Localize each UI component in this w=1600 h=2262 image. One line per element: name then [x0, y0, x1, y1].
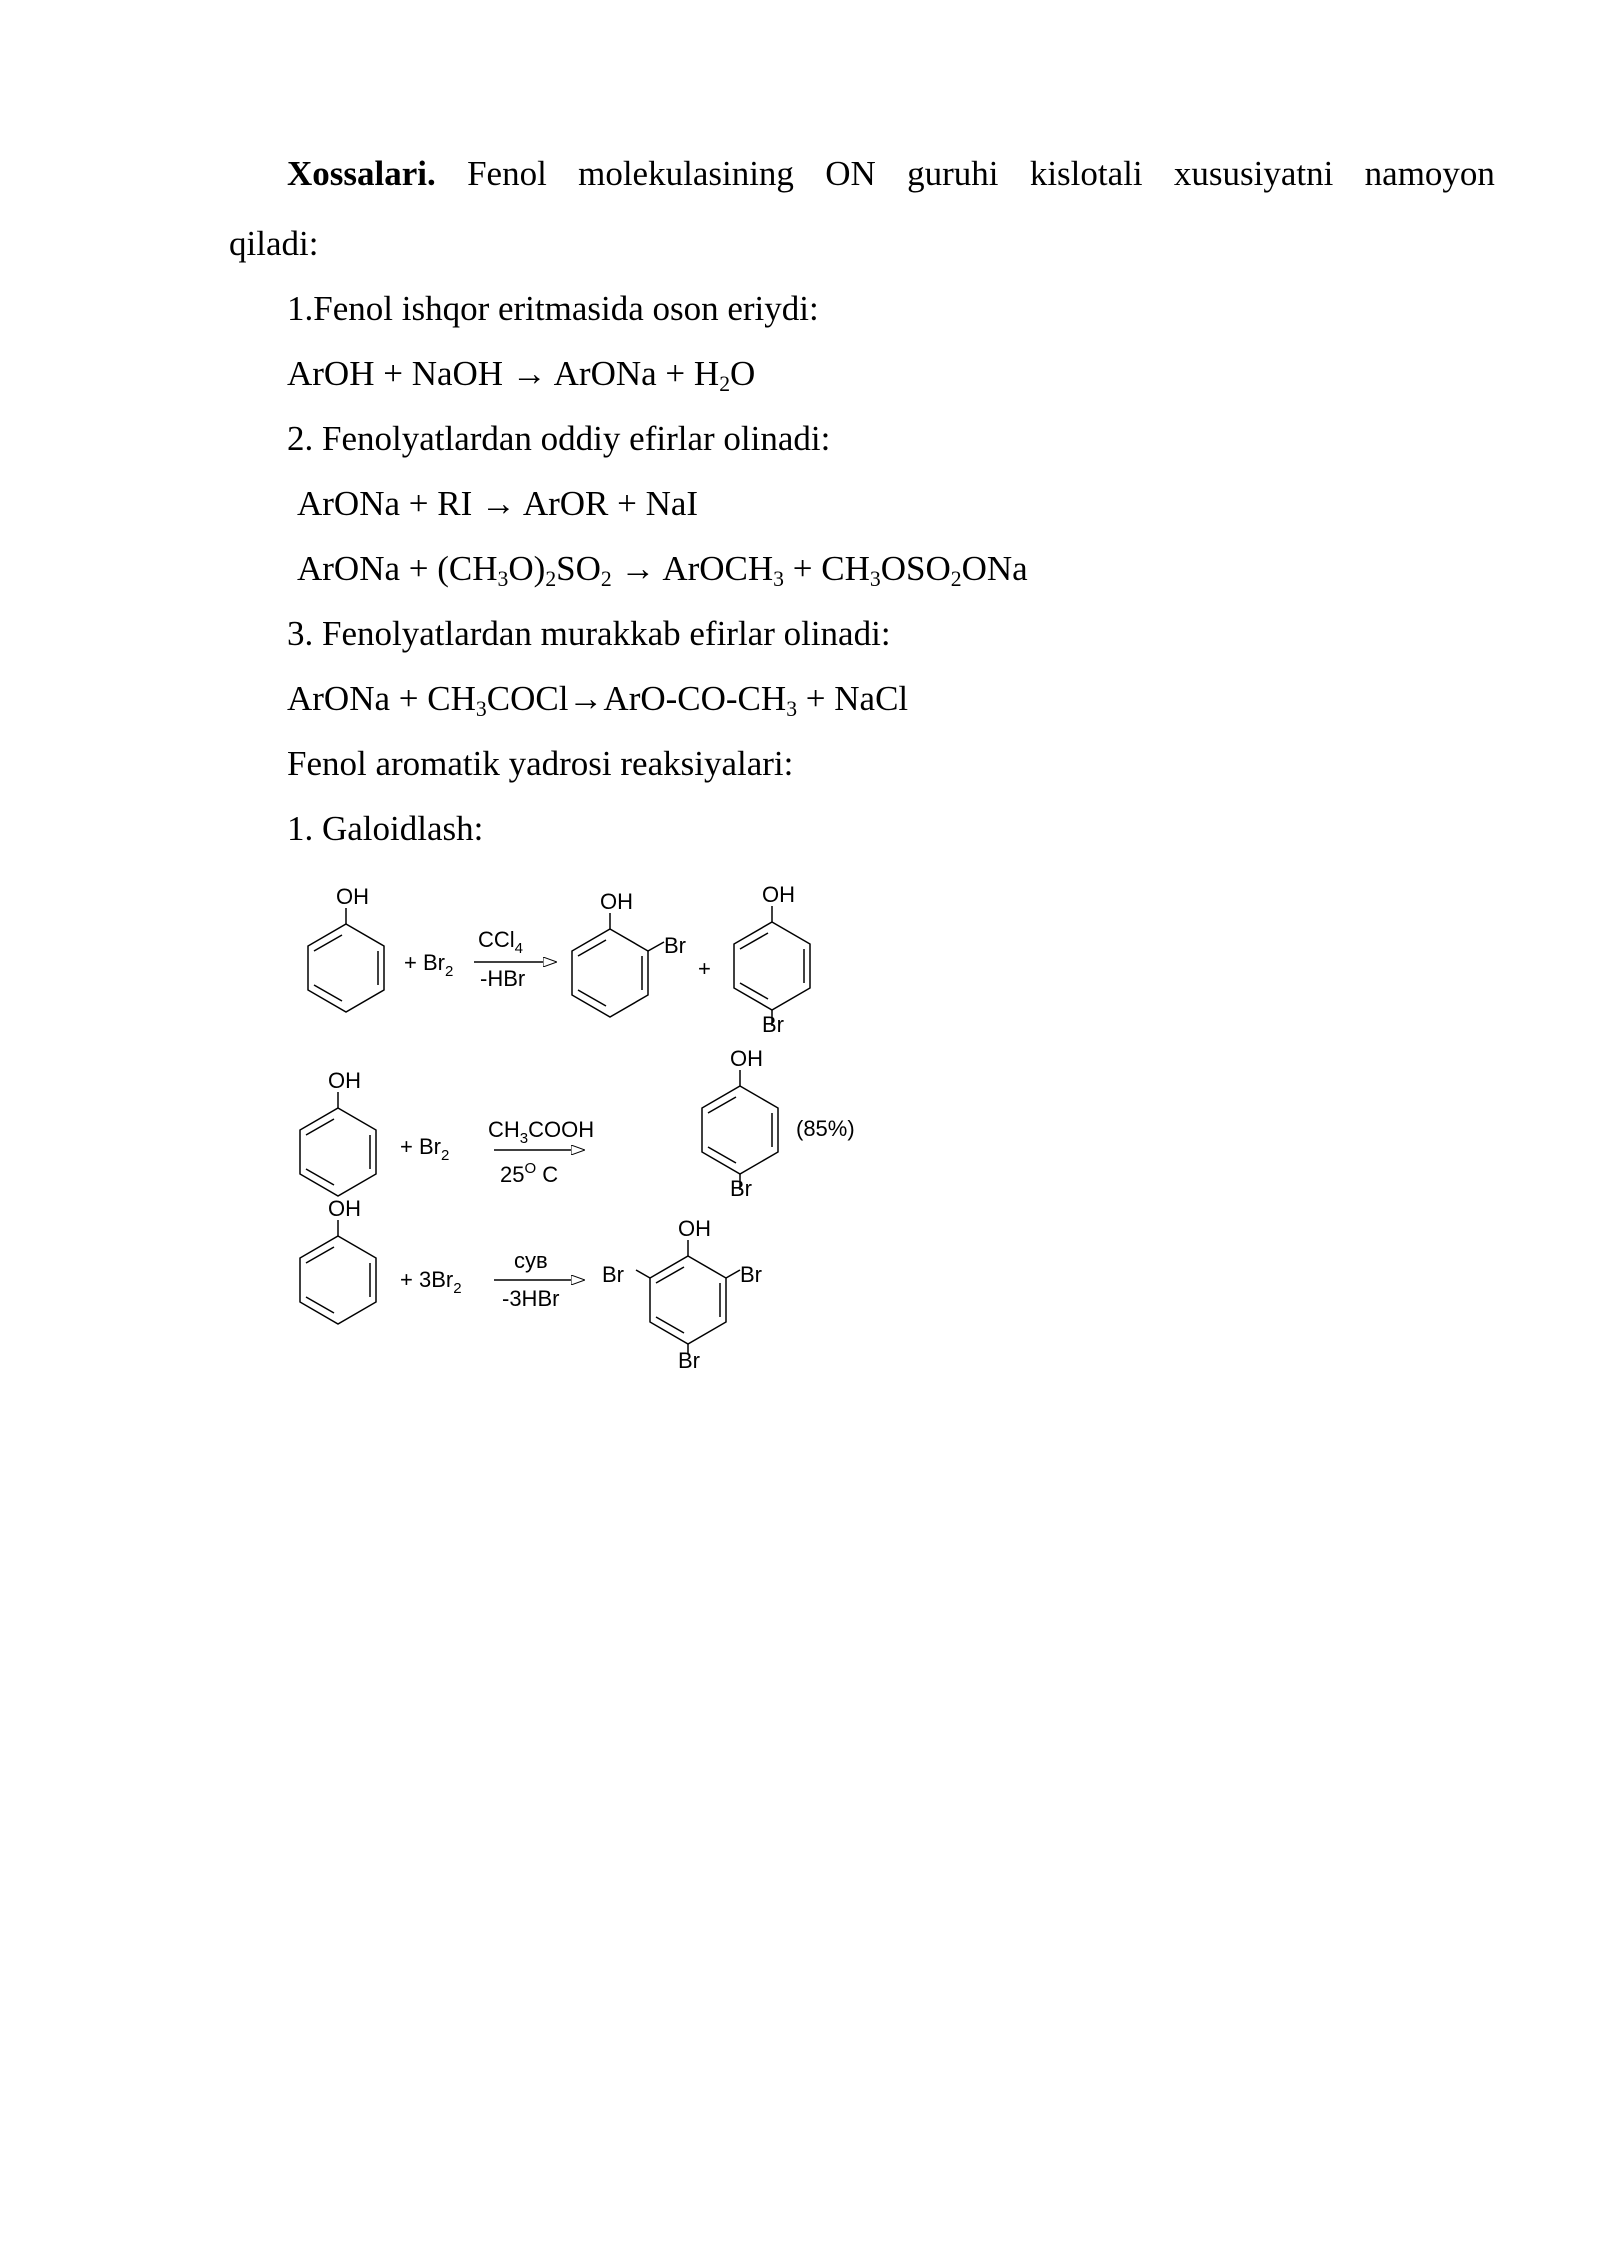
oh-label: OH [678, 1216, 711, 1241]
oh-label: OH [730, 1046, 763, 1071]
oh-label: OH [328, 1196, 361, 1221]
reagent: + $Br_2$ [404, 950, 454, 980]
intro-word: guruhi [907, 154, 999, 193]
galoid-heading: 1. Galoidlash: [287, 809, 484, 848]
intro-word: xususiyatni [1173, 154, 1334, 193]
intro-word: ON [825, 154, 876, 193]
intro-word: kislotali [1029, 154, 1143, 193]
br-label: Br [664, 933, 686, 958]
condition-top: CCl$_4$ [478, 927, 524, 957]
condition-top: сув [514, 1248, 548, 1273]
oh-label: OH [600, 889, 633, 914]
intro-continuation: qiladi: [229, 224, 319, 263]
intro-word: namoyon [1364, 154, 1495, 193]
equation-1: ArOH + NaOH → ArONa + $H_2O$ [287, 354, 756, 397]
intro-word: molekulasining [578, 154, 794, 193]
oh-label: OH [328, 1068, 361, 1093]
item-3: 3. Fenolyatlardan murakkab efirlar olinadi: [287, 614, 891, 653]
reagent: + $3Br_2$ [400, 1267, 462, 1297]
phenol-ring [308, 908, 384, 1012]
ortho-bromophenol-ring [572, 913, 664, 1017]
br-label: Br [740, 1262, 762, 1287]
item-1: 1.Fenol ishqor eritmasida oson eriydi: [287, 289, 819, 328]
para-bromophenol-ring [702, 1070, 778, 1190]
br-label: Br [678, 1348, 700, 1373]
equation-3: ArONa + $(CH_3O)_2SO_2$ → ArOCH$_3$ + $CH_3OSO_2ONa$ [297, 549, 1028, 592]
plus-sign: + [698, 956, 711, 981]
condition-bottom: $25^O$ C [500, 1160, 559, 1187]
reagent: + $Br_2$ [400, 1134, 450, 1164]
reaction-1 [308, 882, 810, 1037]
tribromophenol-ring [636, 1240, 740, 1354]
reaction-3 [300, 1196, 762, 1373]
intro-word: Fenol [467, 154, 547, 193]
condition-bottom: -3HBr [502, 1286, 560, 1311]
phenol-ring [300, 1220, 376, 1324]
equation-4: ArONa + $CH_3COCl\to ArO-CO-CH_3$ + NaCl [287, 679, 909, 722]
para-bromophenol-ring [734, 906, 810, 1026]
intro-title: Xossalari. [287, 154, 436, 193]
br-label: Br [602, 1262, 624, 1287]
oh-label: OH [762, 882, 795, 907]
equation-2: ArONa + RI → ArOR + NaI [297, 484, 699, 523]
condition-top: $CH_3COOH$ [488, 1117, 595, 1147]
phenol-ring [300, 1092, 376, 1196]
br-label: Br [762, 1012, 784, 1037]
condition-bottom: -HBr [480, 966, 526, 991]
yield-label: (85%) [796, 1116, 855, 1141]
item-2: 2. Fenolyatlardan oddiy efirlar olinadi: [287, 419, 831, 458]
oh-label: OH [336, 884, 369, 909]
br-label: Br [730, 1176, 752, 1201]
reaction-2 [300, 1046, 855, 1201]
aromatic-heading: Fenol aromatik yadrosi reaksiyalari: [287, 744, 794, 783]
